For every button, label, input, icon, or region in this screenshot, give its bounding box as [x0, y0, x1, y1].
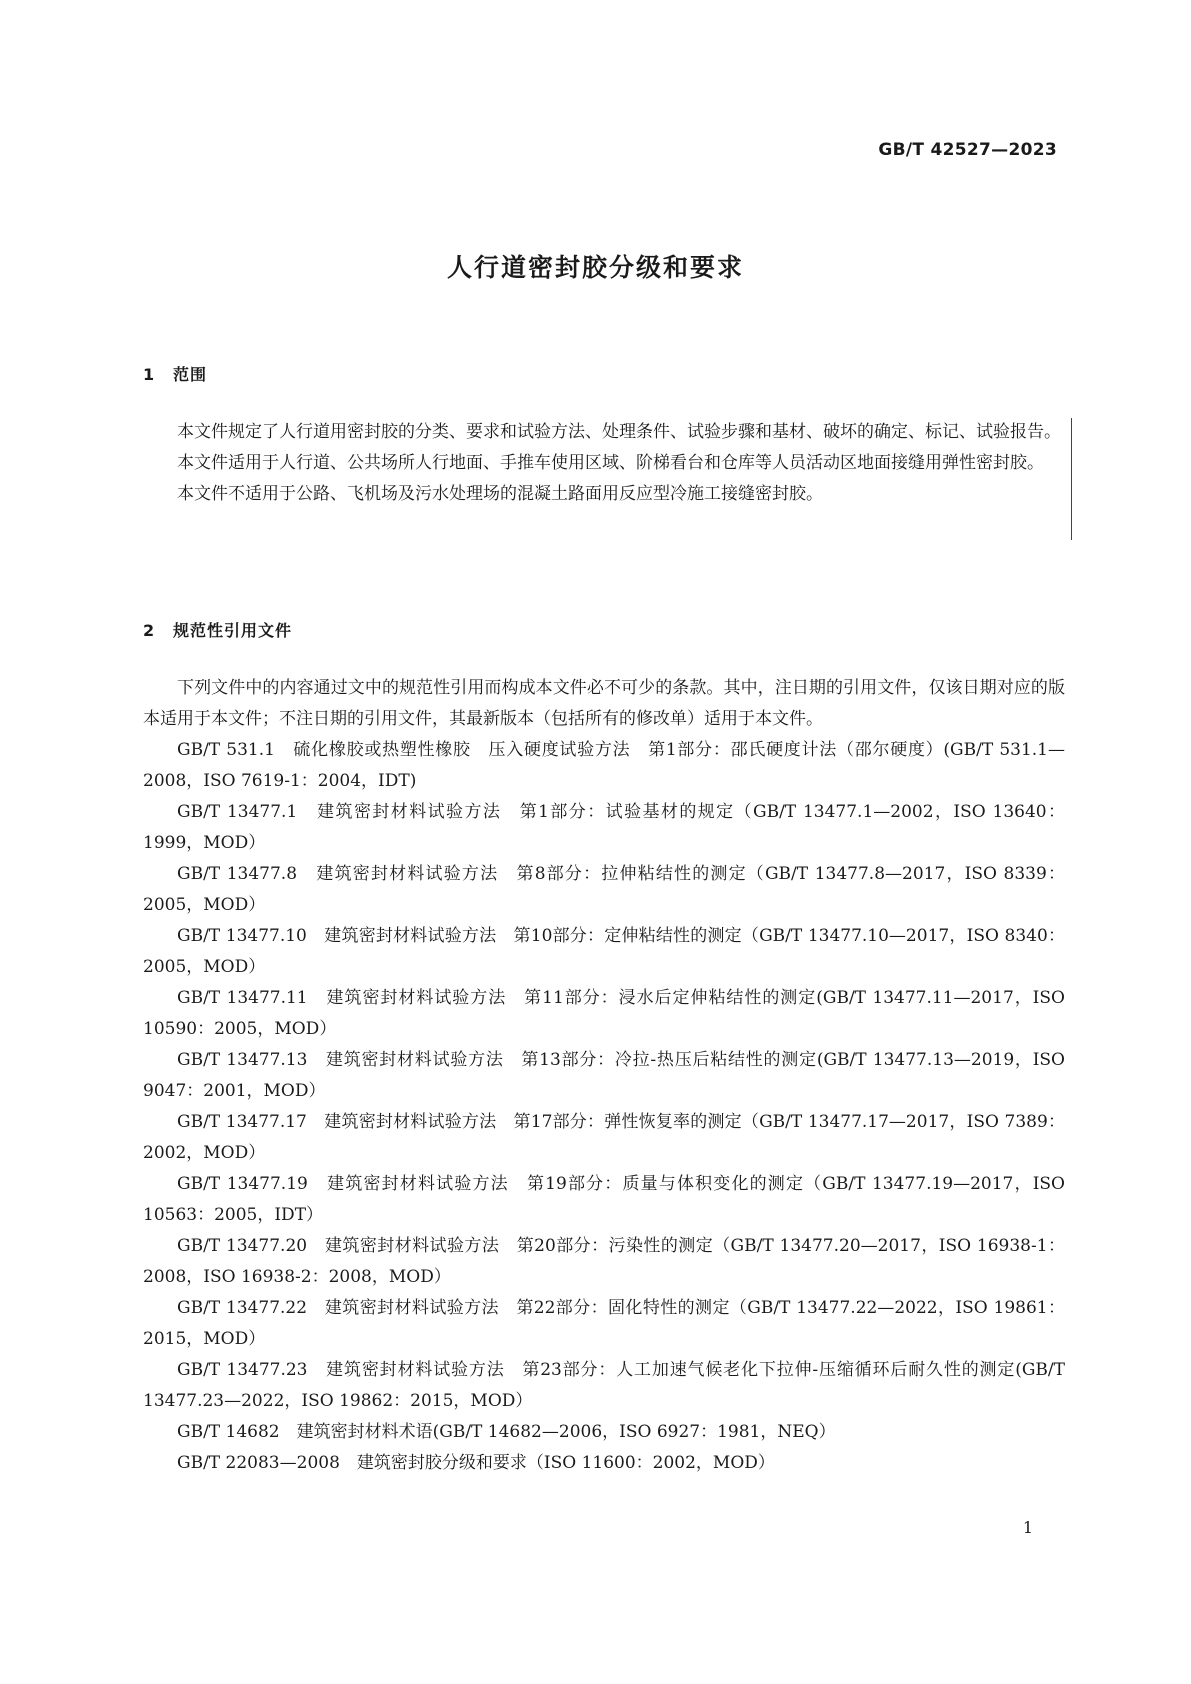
reference-item-gbt-13477-17: GB/T 13477.17 建筑密封材料试验方法 第17部分：弹性恢复率的测定（GB/T 13477.17—2017，ISO 7389：2002，MOD）	[143, 1112, 1065, 1163]
revision-marker-bar	[1071, 418, 1072, 540]
section-2-number: 2	[143, 621, 156, 640]
normative-references-content	[143, 673, 1065, 1479]
reference-item-gbt-13477-20: GB/T 13477.20 建筑密封材料试验方法 第20部分：污染性的测定（GB/T 13477.20—2017，ISO 16938-1：2008，ISO 16938-2：2008，MOD）	[143, 1236, 1065, 1287]
reference-item-gbt-13477-10: GB/T 13477.10 建筑密封材料试验方法 第10部分：定伸粘结性的测定（GB/T 13477.10—2017，ISO 8340：2005，MOD）	[143, 926, 1065, 977]
reference-item-gbt-13477-11: GB/T 13477.11 建筑密封材料试验方法 第11部分：浸水后定伸粘结性的测定(GB/T 13477.11—2017，ISO 10590：2005，MOD）	[143, 988, 1065, 1039]
section-2-heading	[143, 618, 292, 641]
section-1-title: 范围	[173, 365, 208, 384]
reference-item-gbt-13477-13: GB/T 13477.13 建筑密封材料试验方法 第13部分：冷拉-热压后粘结性的测定(GB/T 13477.13—2019，ISO 9047：2001，MOD）	[143, 1050, 1065, 1101]
references-intro-paragraph: 下列文件中的内容通过文中的规范性引用而构成本文件必不可少的条款。其中，注日期的引用文件，仅该日期对应的版本适用于本文件；不注日期的引用文件，其最新版本（包括所有的修改单）适用于本文件。	[143, 678, 1065, 729]
scope-paragraph-1: 本文件规定了人行道用密封胶的分类、要求和试验方法、处理条件、试验步骤和基材、破坏的确定、标记、试验报告。	[177, 422, 1061, 442]
reference-item-gbt-13477-8: GB/T 13477.8 建筑密封材料试验方法 第8部分：拉伸粘结性的测定（GB/T 13477.8—2017，ISO 8339：2005，MOD）	[143, 864, 1065, 915]
section-2-title: 规范性引用文件	[173, 621, 293, 640]
reference-item-gbt-531-1: GB/T 531.1 硫化橡胶或热塑性橡胶 压入硬度试验方法 第1部分：邵氏硬度计法（邵尔硬度）(GB/T 531.1—2008，ISO 7619-1：2004，IDT)	[143, 740, 1065, 791]
reference-item-gbt-14682: GB/T 14682 建筑密封材料术语(GB/T 14682—2006，ISO 6927：1981，NEQ）	[177, 1422, 836, 1442]
section-1-number: 1	[143, 365, 156, 384]
scope-paragraph-3: 本文件不适用于公路、飞机场及污水处理场的混凝土路面用反应型冷施工接缝密封胶。	[177, 484, 823, 504]
standard-code: GB/T 42527—2023	[878, 140, 1057, 160]
reference-item-gbt-13477-23: GB/T 13477.23 建筑密封材料试验方法 第23部分：人工加速气候老化下拉伸-压缩循环后耐久性的测定(GB/T 13477.23—2022，ISO 19862：2015，MOD）	[143, 1360, 1065, 1411]
reference-item-gbt-22083: GB/T 22083—2008 建筑密封胶分级和要求（ISO 11600：2002，MOD）	[177, 1453, 775, 1473]
document-title: 人行道密封胶分级和要求	[446, 253, 744, 282]
reference-item-gbt-13477-1: GB/T 13477.1 建筑密封材料试验方法 第1部分：试验基材的规定（GB/T 13477.1—2002，ISO 13640：1999，MOD）	[143, 802, 1065, 853]
reference-item-gbt-13477-19: GB/T 13477.19 建筑密封材料试验方法 第19部分：质量与体积变化的测定（GB/T 13477.19—2017，ISO 10563：2005，IDT）	[143, 1174, 1065, 1225]
page-number: 1	[1022, 1518, 1033, 1537]
scope-content	[143, 417, 1065, 510]
reference-item-gbt-13477-22: GB/T 13477.22 建筑密封材料试验方法 第22部分：固化特性的测定（GB/T 13477.22—2022，ISO 19861：2015，MOD）	[143, 1298, 1065, 1349]
scope-paragraph-2: 本文件适用于人行道、公共场所人行地面、手推车使用区域、阶梯看台和仓库等人员活动区地面接缝用弹性密封胶。	[177, 453, 1044, 473]
section-1-heading	[143, 362, 207, 385]
